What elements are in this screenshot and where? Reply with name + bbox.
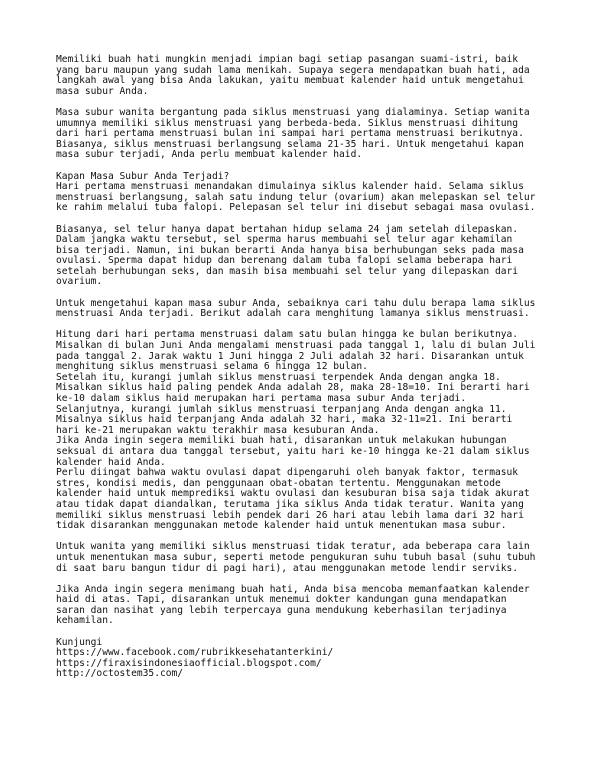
text-line: Hari pertama menstruasi menandakan dimulainya siklus kalender haid. Selama siklus [56,181,524,193]
text-line: atau tidak dapat diandalkan, terutama jika siklus Anda tidak teratur. Wanita yang [56,498,524,510]
text-line: kalender haid untuk memprediksi waktu ovulasi dan kesuburan bisa saja tidak akurat [56,488,530,500]
paragraph-lama-siklus [56,299,576,320]
text-line: bisa terjadi. Namun, ini bukan berarti Anda hanya bisa berhubungan seks pada masa [56,244,524,256]
links-heading: Kunjungi [56,636,103,648]
text-line: langkah awal yang bisa Anda lakukan, yaitu membuat kalender haid untuk mengetahui [56,75,524,87]
text-line: Perlu diingat bahwa waktu ovulasi dapat dipengaruhi oleh banyak faktor, termasuk [56,467,519,479]
text-line: saran dan nasihat yang lebih terpercaya guna mendukung keberhasilan terjadinya [56,604,507,616]
text-line: Hitung dari hari pertama menstruasi dalam satu bulan hingga ke bulan berikutnya. [56,329,519,341]
text-line: yang baru maupun yang sudah lama menikah. Supaya segera mendapatkan buah hati, ada [56,64,530,76]
text-line: untuk menentukan masa subur, seperti metode pengukuran suhu tubuh basal (suhu tubuh [56,551,536,563]
text-line: Untuk wanita yang memiliki siklus menstruasi tidak teratur, ada beberapa cara lain [56,541,530,553]
text-line: Setelah itu, kurangi jumlah siklus menstruasi terpendek Anda dengan angka 18. [56,371,501,383]
paragraph-siklus-tidak-teratur [56,542,576,574]
text-line: Masa subur wanita bergantung pada siklus menstruasi yang dialaminya. Setiap wanita [56,106,530,118]
document-page [56,55,576,691]
text-line: menstruasi Anda terjadi. Berikut adalah cara menghitung lamanya siklus menstruasi. [56,308,530,320]
text-line: seksual di antara dua tanggal tersebut, yaitu hari ke-10 hingga ke-21 dalam siklus [56,445,530,457]
paragraph-masa-subur [56,108,576,161]
text-line: menstruasi berlangsung, salah satu indung telur (ovarium) akan melepaskan sel telur [56,191,536,203]
text-line: Biasanya, sel telur hanya dapat bertahan hidup selama 24 jam setelah dilepaskan. [56,223,519,235]
text-line: stres, kondisi medis, dan penggunaan obat-obatan tertentu. Menggunakan metode [56,477,501,489]
text-line: Misalkan di bulan Juni Anda mengalami menstruasi pada tanggal 1, lalu di bulan Juli [56,340,536,352]
text-line: Dalam jangka waktu tersebut, sel sperma harus membuahi sel telur agar kehamilan [56,234,513,246]
text-line: kehamilan. [56,615,114,627]
text-line: ovarium. [56,276,103,288]
text-line: Jika Anda ingin segera memiliki buah hati, disarankan untuk melakukan hubungan [56,435,507,447]
section-heading: Kapan Masa Subur Anda Terjadi? [56,170,230,182]
text-line: masa subur Anda. [56,85,149,97]
text-line: ovulasi. Sperma dapat hidup dan berenang dalam tuba falopi selama beberapa hari [56,255,513,267]
text-line: dari hari pertama menstruasi bulan ini sampai hari pertama menstruasi berikutnya. [56,128,524,140]
text-line: kalender haid Anda. [56,456,166,468]
text-line: Biasanya, siklus menstruasi berlangsung selama 21-35 hari. Untuk mengetahui kapan [56,138,524,150]
text-line: pada tanggal 2. Jarak waktu 1 Juni hingga 2 Juli adalah 32 hari. Disarankan untuk [56,350,524,362]
text-line: Jika Anda ingin segera menimang buah hati, Anda bisa mencoba memanfaatkan kalender [56,583,530,595]
text-line: umumnya memiliki siklus menstruasi yang berbeda-beda. Siklus menstruasi dihitung [56,117,519,129]
text-line: Untuk mengetahui kapan masa subur Anda, sebaiknya cari tahu dulu berapa lama siklus [56,297,536,309]
text-line: di saat baru bangun tidur di pagi hari), atau menggunakan metode lendir serviks. [56,562,519,574]
section-kapan-masa-subur [56,172,576,214]
text-line: Misalnya siklus haid terpanjang Anda adalah 32 hari, maka 32-11=21. Ini berarti [56,414,513,426]
text-line: Misalkan siklus haid paling pendek Anda adalah 28, maka 28-18=10. Ini berarti hari [56,382,530,394]
website-link[interactable]: http://octostem35.com/ [56,668,184,680]
blog-link[interactable]: https://firaxisindonesiaofficial.blogspot.com/ [56,657,322,669]
text-line: tidak disarankan menggunakan metode kalender haid untuk menentukan masa subur. [56,520,507,532]
text-line: haid di atas. Tapi, disarankan untuk menemui dokter kandungan guna mendapatkan [56,594,507,606]
text-line: Selanjutnya, kurangi jumlah siklus menstruasi terpanjang Anda dengan angka 11. [56,403,507,415]
paragraph-penutup [56,585,576,627]
text-line: menghitung siklus menstruasi selama 6 hingga 12 bulan. [56,361,368,373]
text-line: ke-10 dalam siklus haid merupakan hari pertama masa subur Anda terjadi. [56,393,467,404]
paragraph-intro [56,55,576,97]
text-line: ke rahim melalui tuba falopi. Pelepasan sel telur ini disebut sebagai masa ovulasi. [56,202,536,214]
text-line: hari ke-21 merupakan waktu terakhir masa kesuburan Anda. [56,424,380,436]
text-line: memiliki siklus menstruasi lebih pendek dari 26 hari atau lebih lama dari 32 hari [56,509,524,521]
text-line: masa subur terjadi, Anda perlu membuat kalender haid. [56,149,363,161]
links-section [56,638,576,680]
text-line: setelah berhubungan seks, dan masih bisa membuahi sel telur yang dilepaskan dari [56,265,519,277]
text-line: Memiliki buah hati mungkin menjadi impian bagi setiap pasangan suami-istri, baik [56,54,519,65]
facebook-link[interactable]: https://www.facebook.com/rubrikkesehatanterkini/ [56,647,334,659]
paragraph-cara-menghitung [56,330,576,531]
paragraph-sel-telur [56,225,576,289]
